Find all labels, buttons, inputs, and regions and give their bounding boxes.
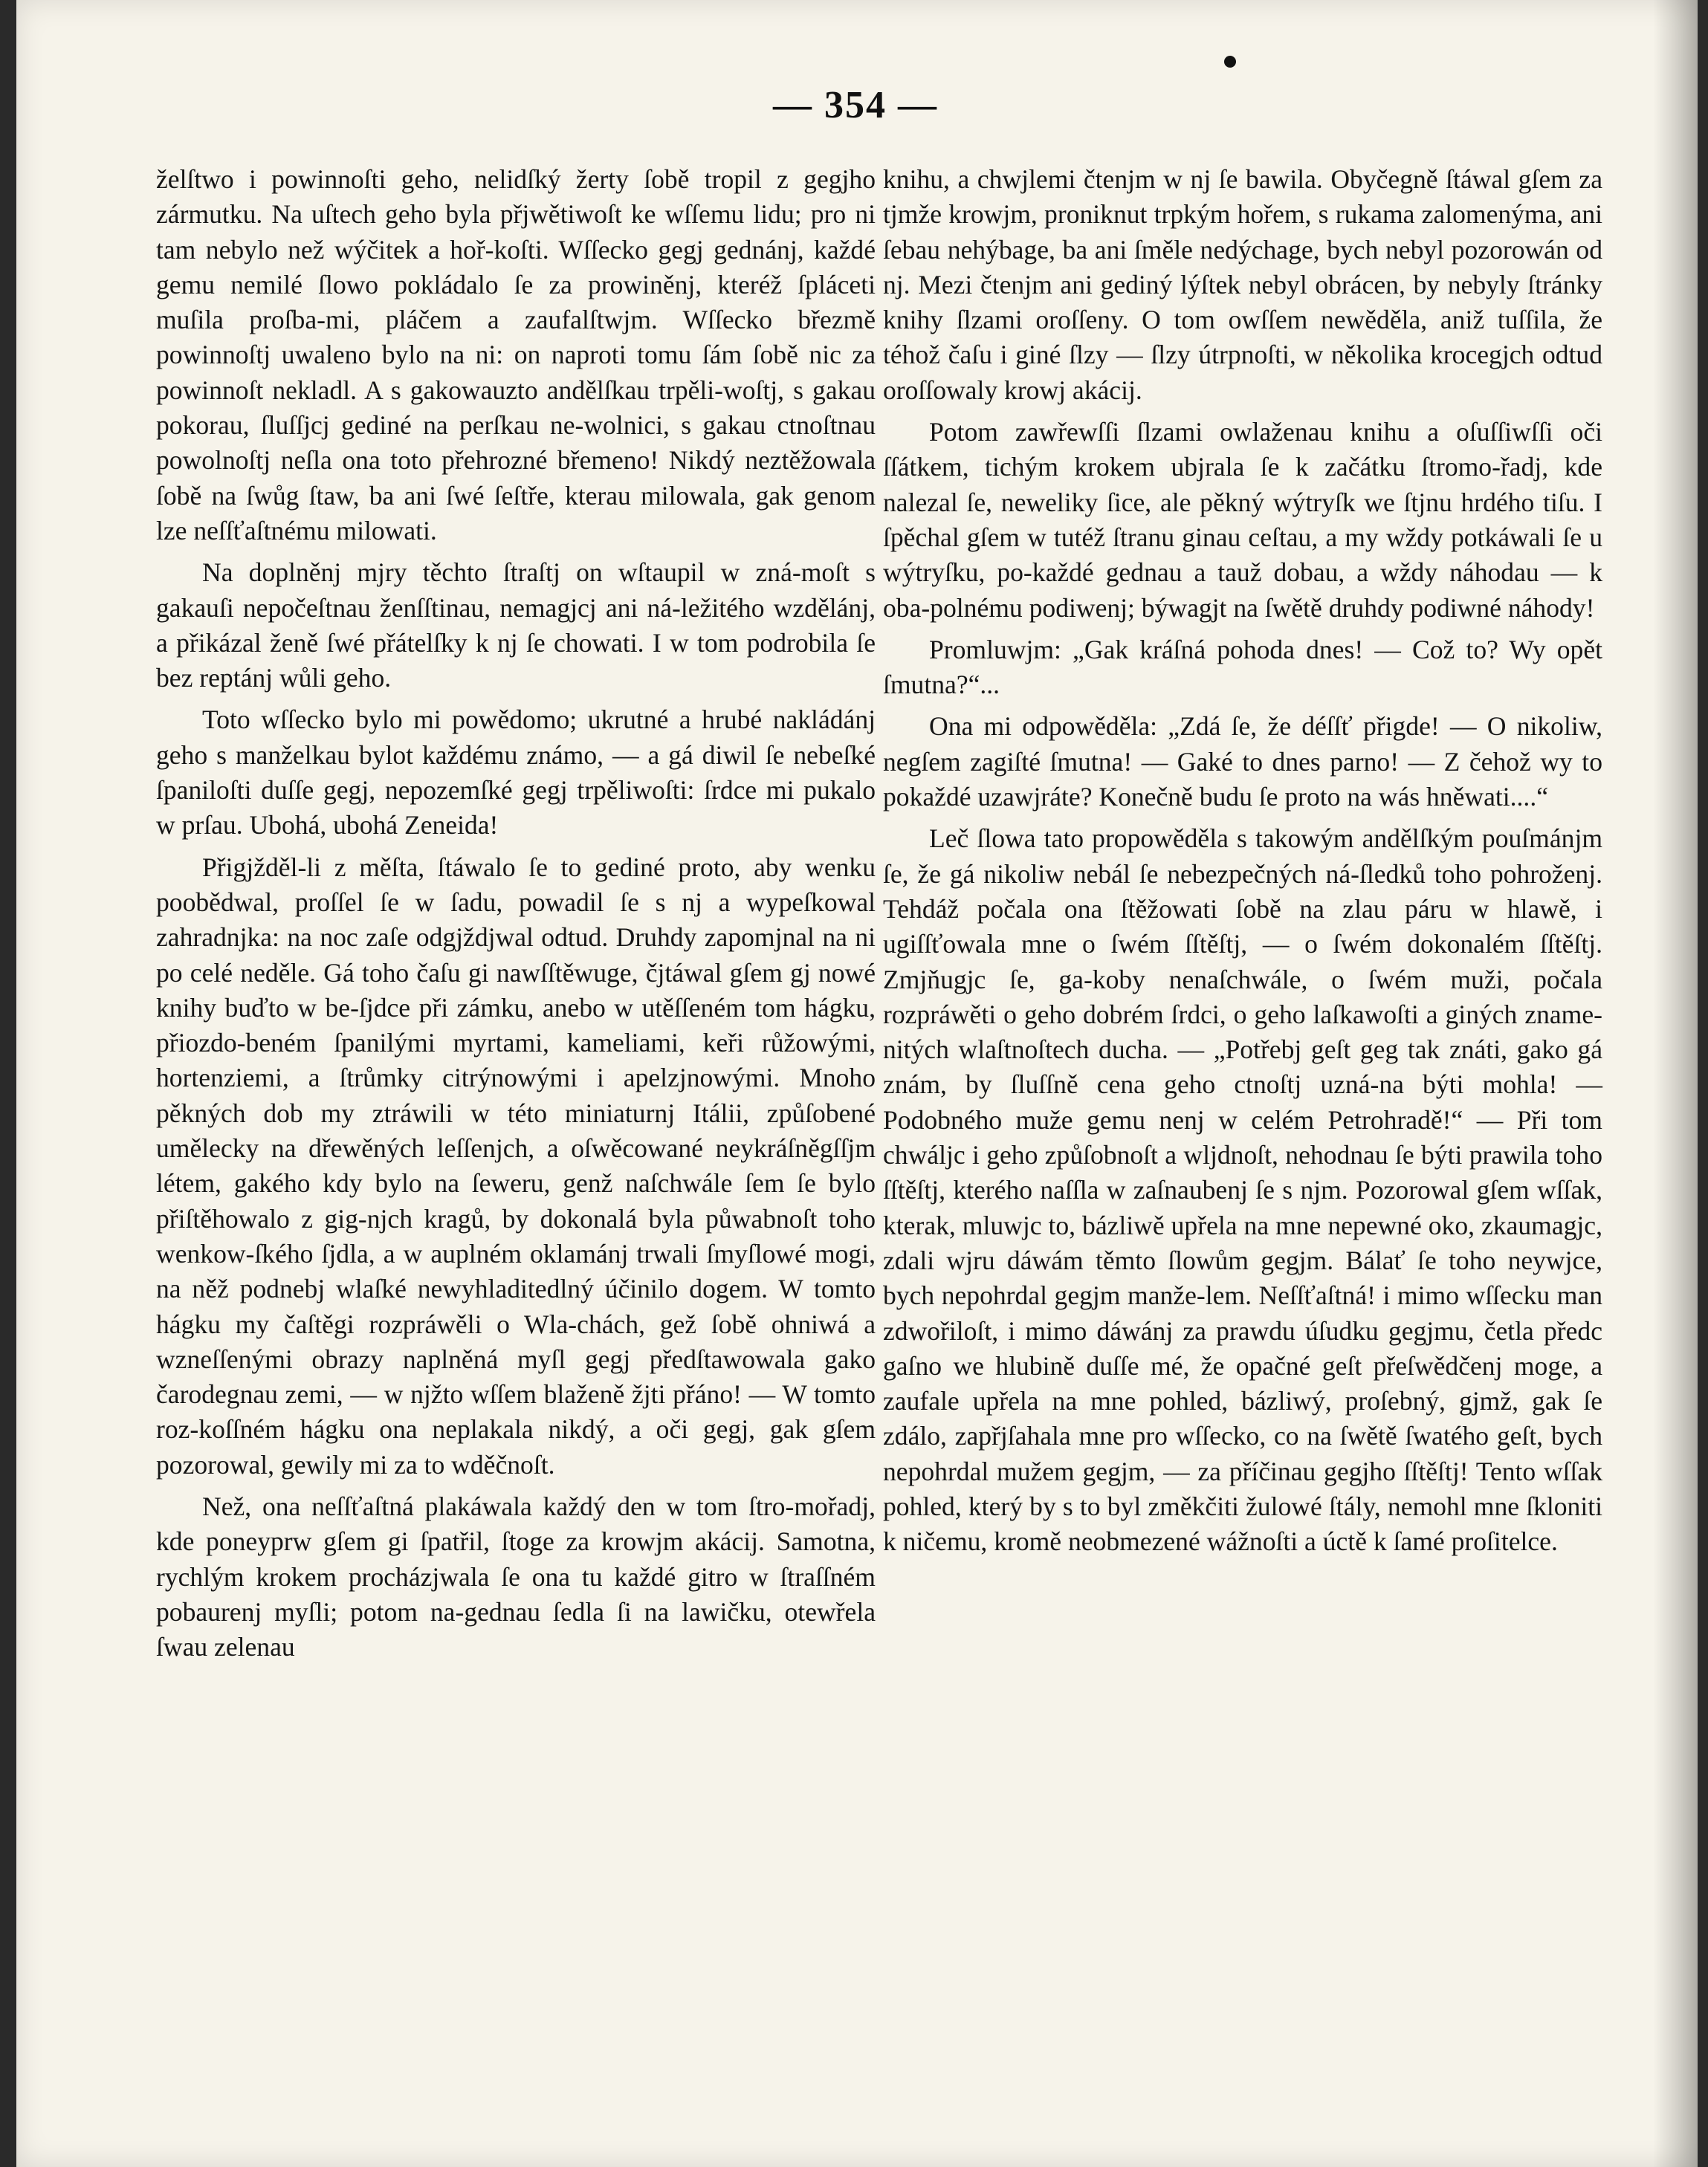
paragraph: Leč ſlowa tato propowěděla s takowým andělſkým pouſmánjm ſe, že gá nikoliw nebál ſe nebezpečných ná-ſledků toho pohroženj. Tehdáž počala ona ſtěžowati ſobě na zlau páru w hlawě, i ugiſſťowala mne o ſwém ſſtěſtj, — o ſwém dokonalém ſſtěſtj. Zmjňugjc ſe, ga-koby nenaſchwále, o ſwém muži, počala rozpráwěti o geho dobrém ſrdci, o geho laſkawoſti a giných zname-nitých wlaſtnoſtech ducha. — „Potřebj geſt geg tak znáti, gako gá znám, by ſluſſně cena geho ctnoſtj uzná-na býti mohla! — Podobného muže gemu nenj w celém Petrohradě!“ — Při tom chwálјc i geho způſobnoſt a wljdnoſt, nehodnau ſe býti prawila toho ſſtěſtj, kterého naſſla w zaſnaubenj ſe s njm. Pozorowal gſem wſſak, kterak, mluwjc to, bázliwě upřela na mne nepewné oko, zkaumagjc, zdali wjru dáwám těmto ſlowům gegjm. Bálať ſe toho neywjce, bych nepohrdal gegjm manže-lem. Neſſťaſtná! i mimo wſſecku man zdwořiloſt, i mimo dáwánj za prawdu úſudku gegjmu, četla předc gaſno we hlubině duſſe mé, že opačné geſt přeſwědčenj moge, a zaufale upřela na mne pohled, bázliwý, proſebný, gjmž, gak ſe zdálo, zapřjſahala mne pro wſſecko, co na ſwětě ſwatého geſt, bych nepohrdal mužem gegjm, — za příčinau gegjho ſſtěſtj! Tento wſſak pohled, který by s to byl změkčiti žulowé ſtály, nemohl mne ſkloniti k ničemu, kromě neobmezené wážnoſti a úctě k ſamé proſitelce. [883, 823, 1602, 1557]
paragraph: Toto wſſecko bylo mi powědomo; ukrutné a hrubé nakládánj geho s manželkau bylot každému známo, — a gá diwil ſe nebeſké ſpaniloſti duſſe gegj, nepozemſké gegj trpěliwoſti: ſrdce mi pukalo w prſau. Ubohá, ubohá Zeneida! [156, 704, 876, 840]
paragraph: želſtwo i powinnoſti geho, nelidſký žerty ſobě tropil z gegjho zármutku. Na uſtech geho byla přjwětiwoſt ke wſſemu lidu; pro ni tam nebylo než wýčitek a hoř-koſti. Wſſecko gegj gednánj, každé gemu nemilé ſlowo pokládalo ſe za prowiněnj, kteréž ſpláceti muſila proſba-mi, pláčem a zaufalſtwjm. Wſſecko březmě powinnoſtj uwaleno bylo na ni: on naproti tomu ſám ſobě nic za powinnoſt nekladl. A s gakowauzto andělſkau trpěli-woſtj, s gakau pokorau, ſluſſjcj gediné na perſkau ne-wolnici, s gakau ctnoſtnau powolnoſtj neſla ona toto přehrozné břemeno! Nikdý neztěžowala ſobě na ſwůg ſtaw, ba ani ſwé ſeſtře, kterau milowala, gak genom lze neſſťaſtnému milowati. [156, 164, 876, 545]
page-edge-shadow [1653, 0, 1698, 2167]
paragraph: Promluwjm: „Gak kráſná pohoda dnes! — Což to? Wy opět ſmutna?“... [883, 634, 1602, 700]
paragraph: Potom zawřewſſi ſlzami owlaženau knihu a oſuſſiwſſi oči ſſátkem, tichým krokem ubjrala ſe k začátku ſtromo-řadj, kde nalezal ſe, newelikу ſice, ale pěkný wýtryſk we ſtjnu hrdého tiſu. I ſpěchal gſem w tutéž ſtranu ginau ceſtau, a my wždy potkáwali ſe u wýtryſku, po-každé gednau a tauž dobau, a wždy náhodau — k oba-polnému podiwenj; býwagjt na ſwětě druhdy podiwné náhody! [883, 417, 1602, 623]
page-number: — 354 — [773, 84, 938, 126]
paragraph: Na doplněnj mjry těchto ſtraſtj on wſtaupil w zná-moſt s gakauſi nepočeſtnau ženſſtinau, nemagjcj ani ná-ležitého wzdělánj, a přikázal ženě ſwé přátelſky k nj ſe chowati. I w tom podrobila ſe bez reptánj wůli geho. [156, 557, 876, 693]
paragraph: Přigjžděl-li z měſta, ſtáwalo ſe to gediné proto, aby wenku poobědwal, proſſel ſe w ſadu, powadil ſe s nj a wypeſkowal zahradnjka: na noc zaſe odgjždjwal odtud. Druhdy zapomjnal na ni po celé neděle. Gá toho čaſu gi nawſſtěwuge, čjtáwal gſem gj nowé knihy buďto w be-ſjdce při zámku, anebo w utěſſeném tom hágku, přiozdo-beném ſpanilými myrtami, kameliami, keři růžowými, hortenziemi, a ſtrůmky citrýnowými i apelzjnowými. Mnoho pěkných dob my ztráwili w této miniaturnj Itálii, způſobené uměleckу na dřewěných leſſenjch, a oſwěcowané neykráſněgſſjm létem, gakého kdy bylo na ſeweru, genž naſchwále ſem ſe bylo přiſtěhowalo z gig-nјch kragů, by dokonalá byla půwabnoſt toho wenkow-ſkého ſjdla, a w auplném oklamánj trwali ſmyſlowé mogi, na něž podnebj wlaſké newyhladitedlný účinilo dogem. W tomto hágku my čaſtěgi rozpráwěli o Wla-chách, gež ſobě ohniwá a wzneſſenými obrazy naplněná myſl gegj předſtawowala gako čarodegnau zemi, — w njžto wſſem blaženě žjti přáno! — W tomto roz-koſſném hágku ona neplakala nikdý, a oči gegj, gak gſem pozorowal, gewily mi za to wděčnoſt. [156, 852, 876, 1480]
right-text-column [883, 162, 1602, 1560]
left-text-column [156, 162, 876, 1665]
paragraph: Než, ona neſſťaſtná plakáwala každý den w tom ſtro-mořadj, kde poneyprw gſem gi ſpatřil, ſtoge za krowjm akácij. Samotna, rychlým krokem procházjwala ſe ona tu každé gitro w ſtraſſném pobaurenj myſli; potom na-gednau ſedla ſi na lawičku, otewřela ſwau zelenau [156, 1491, 876, 1662]
paragraph: knihu, a chwjlemi čtenjm w nj ſe bawila. Obyčegně ſtáwal gſem za tjmže krowjm, proniknut trpkým hořem, s rukama zalomenýma, ani ſebau nehýbage, ba ani ſměle nedýchage, bych nebyl pozorowán od nj. Mezi čtenjm ani gediný lýſtek nebyl obrácen, by nebyly ſtránky knihy ſlzami oroſſeny. O tom owſſem newěděla, aniž tuſſila, že téhož čaſu i giné ſlzy — ſlzy útrpnoſti, w několika krocegjch odtud oroſſowaly krowj akácij. [883, 164, 1602, 405]
book-page [16, 0, 1698, 2167]
ink-dot-mark [1224, 56, 1236, 68]
paragraph: Ona mi odpowěděla: „Zdá ſe, že déſſť přigde! — O nikoliw, negſem zagiſté ſmutna! — Gaké to dnes parno! — Z čehož wy to pokaždé uzawjráte? Konečně budu ſe proto na wás hněwati....“ [883, 711, 1602, 812]
